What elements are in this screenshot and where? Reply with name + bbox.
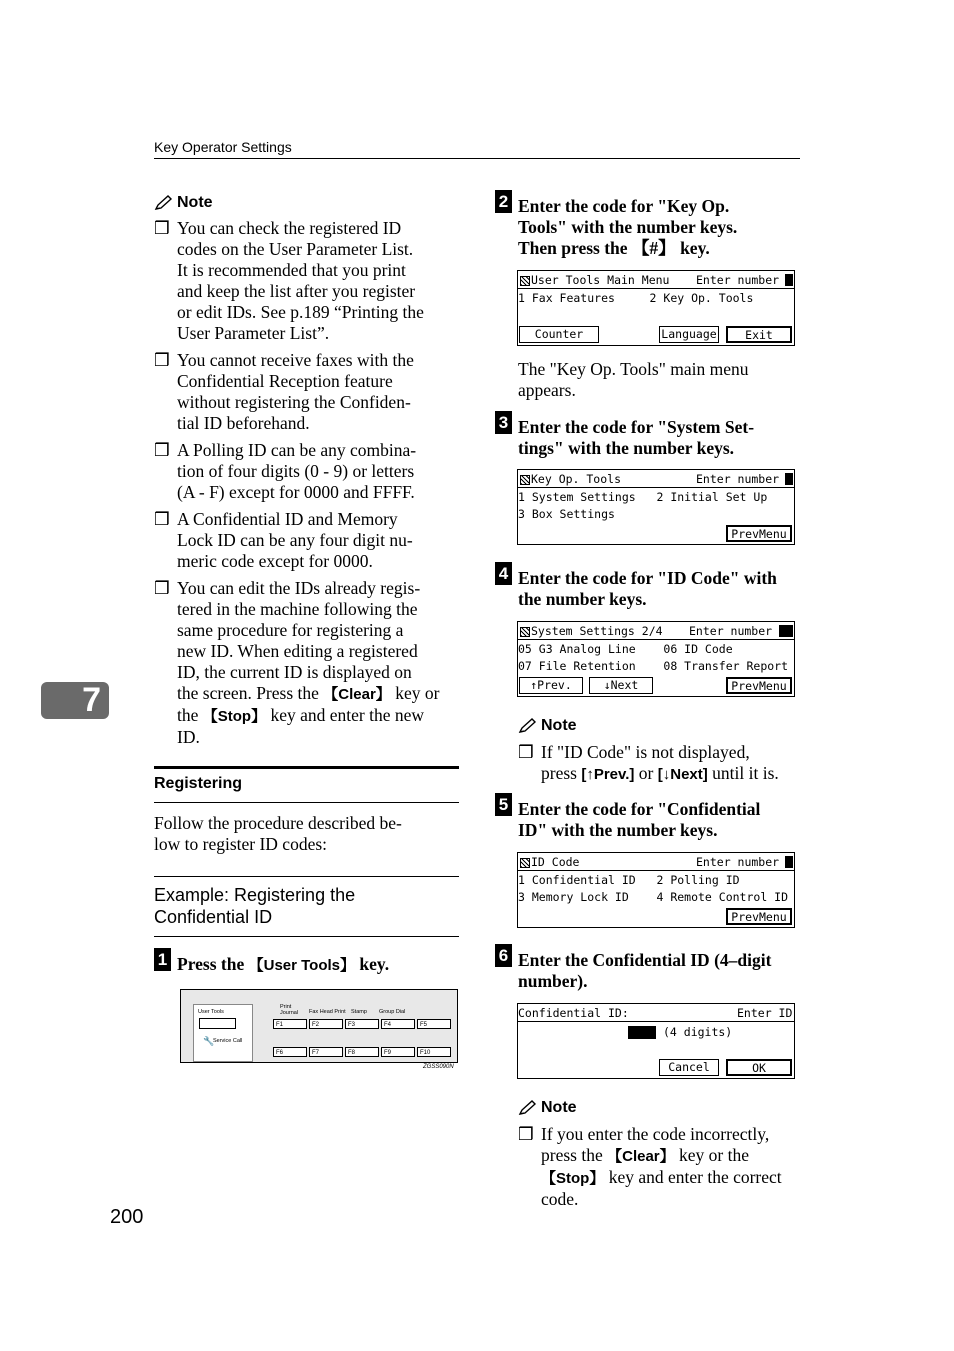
lcd-row: 3 Box Settings <box>518 507 615 521</box>
wrench-icon: 🔧 <box>203 1036 215 1046</box>
cursor-block <box>779 625 793 637</box>
text-line: meric code except for 0000. <box>177 551 373 571</box>
text-line: Confidential Reception feature <box>177 371 393 391</box>
chapter-tab: 7 <box>41 682 109 719</box>
lcd-row: 1 Confidential ID 2 Polling ID <box>518 873 740 887</box>
text-line: You cannot receive faxes with the <box>177 350 414 370</box>
text-line: without registering the Confiden- <box>177 392 411 412</box>
lcd-title: System Settings 2/4 <box>531 624 663 638</box>
lcd-row: 05 G3 Analog Line 06 ID Code <box>518 642 733 656</box>
lcd-status: Enter ID <box>737 1006 793 1020</box>
step-number-3: 3 <box>495 411 512 434</box>
section-title: Registering <box>154 775 243 792</box>
text-line: Confidential ID <box>154 907 273 927</box>
text-line: If "ID Code" is not displayed, <box>541 742 750 762</box>
f4-key[interactable]: F4 <box>381 1019 415 1029</box>
page-number: 200 <box>110 1206 144 1228</box>
lcd-hint: (4 digits) <box>663 1025 733 1039</box>
text-fragment: press <box>541 763 582 783</box>
example-rule-bottom <box>154 936 459 937</box>
text-line: Lock ID can be any four digit nu- <box>177 530 413 550</box>
text-line: or edit IDs. See p.189 “Printing the <box>177 302 424 322</box>
step-2-result <box>518 359 800 401</box>
note-heading <box>518 717 577 735</box>
id-entry-field[interactable] <box>628 1026 656 1039</box>
text-line: tial ID beforehand. <box>177 413 310 433</box>
lcd-status: Enter number <box>689 624 773 638</box>
text-line: ID. <box>177 727 200 747</box>
text-fragment: until it is. <box>707 763 779 783</box>
counter-button[interactable]: Counter <box>519 326 599 343</box>
lcd-id-code <box>517 852 795 928</box>
text-line <box>177 683 459 705</box>
lcd-divider <box>518 487 794 488</box>
lcd-row: 1 System Settings 2 Initial Set Up <box>518 490 768 504</box>
control-panel-illustration <box>180 989 458 1063</box>
text-line: The "Key Op. Tools" main menu <box>518 359 749 379</box>
step-3-text <box>518 417 800 459</box>
section-rule-top <box>154 766 459 769</box>
pencil-icon <box>154 195 174 211</box>
text-line: Follow the procedure described be- <box>154 813 402 833</box>
checkbox-glyph: ❒ <box>154 578 170 598</box>
step-number-6: 6 <box>495 944 512 967</box>
text-fragment: key and enter the correct <box>604 1167 782 1187</box>
lcd-key-op-tools <box>517 469 795 545</box>
step-4-text <box>518 568 800 610</box>
figure-code: ZGSS090N <box>423 1064 454 1070</box>
text-line: ID, the current ID is displayed on <box>177 662 412 682</box>
step-5-text <box>518 799 800 841</box>
step-6-text <box>518 950 800 992</box>
checkbox-glyph: ❒ <box>154 350 170 370</box>
lcd-title: Confidential ID: <box>518 1006 629 1020</box>
lcd-status: Enter number <box>696 472 780 486</box>
section-rule-bottom <box>154 802 459 803</box>
lcd-title: User Tools Main Menu <box>531 273 670 287</box>
text-fragment: Press the <box>177 954 249 974</box>
text-line: tion of four digits (0 - 9) or letters <box>177 461 415 481</box>
menu-icon <box>520 276 530 286</box>
text-line: codes on the User Parameter List. <box>177 239 414 259</box>
text-line: Enter the code for "Confidential <box>518 799 761 819</box>
exit-button[interactable]: Exit <box>726 326 792 343</box>
step-number-5: 5 <box>495 793 512 816</box>
text-line: A Confidential ID and Memory <box>177 509 398 529</box>
example-heading <box>154 884 355 928</box>
example-rule-top <box>154 876 459 877</box>
prevmenu-button[interactable]: PrevMenu <box>726 908 792 925</box>
text-fragment: the screen. Press the <box>177 683 324 703</box>
f10-key[interactable]: F10 <box>417 1047 451 1057</box>
step-number-4: 4 <box>495 562 512 585</box>
clear-key-ref: 【Clear】 <box>323 686 391 703</box>
print-journal-label: Print Journal <box>280 1004 299 1016</box>
text-line: code. <box>541 1189 579 1209</box>
checkbox-glyph: ❒ <box>518 1124 534 1144</box>
lcd-divider <box>518 1021 794 1022</box>
intro-paragraph <box>154 813 459 855</box>
header-rule <box>154 158 800 159</box>
ok-button[interactable]: OK <box>726 1059 792 1076</box>
checkbox-glyph: ❒ <box>154 218 170 238</box>
text-line: A Polling ID can be any combina- <box>177 440 417 460</box>
text-line: If you enter the code incorrectly, <box>541 1124 770 1144</box>
text-line: same procedure for registering a <box>177 620 404 640</box>
f6-key[interactable]: F6 <box>273 1047 307 1057</box>
next-button[interactable]: ↓Next <box>589 677 653 694</box>
running-header: Key Operator Settings <box>154 139 292 155</box>
note-label: Note <box>541 717 577 734</box>
lcd-divider <box>518 639 794 640</box>
text-line <box>541 1167 800 1189</box>
step-number-1: 1 <box>154 948 171 971</box>
stamp-label: Stamp <box>351 1009 367 1015</box>
group-dial-label: Group Dial <box>379 1009 406 1015</box>
stop-key-ref: 【Stop】 <box>202 708 267 725</box>
text-line: number). <box>518 971 588 991</box>
pencil-icon <box>518 718 538 734</box>
cancel-button[interactable]: Cancel <box>659 1059 719 1076</box>
text-line: the number keys. <box>518 589 647 609</box>
user-tools-key[interactable] <box>199 1018 236 1029</box>
lcd-confidential-id <box>517 1003 795 1079</box>
text-line: Enter the code for "ID Code" with <box>518 568 777 588</box>
user-tools-label: User Tools <box>198 1009 224 1015</box>
text-line: tered in the machine following the <box>177 599 418 619</box>
lcd-system-settings <box>517 621 795 697</box>
text-line <box>177 705 459 727</box>
prev-key-ref: [↑Prev.] <box>581 766 635 783</box>
text-line: Example: Registering the <box>154 885 356 905</box>
text-line: Enter the Confidential ID (4–digit <box>518 950 772 970</box>
checkbox-glyph: ❒ <box>518 742 534 762</box>
menu-icon <box>520 475 530 485</box>
lcd-divider <box>518 288 794 289</box>
hash-key-ref: 【#】 <box>631 238 676 258</box>
text-fragment: key or the <box>674 1145 749 1165</box>
lcd-status: Enter number <box>696 273 780 287</box>
text-fragment: Then press the <box>518 238 632 258</box>
text-line <box>541 1145 800 1167</box>
text-line: Tools" with the number keys. <box>518 217 738 237</box>
text-line: User Parameter List”. <box>177 323 330 343</box>
step-1-text <box>177 954 459 976</box>
lcd-divider <box>518 870 794 871</box>
fax-head-print-label: Fax Head Print <box>309 1009 346 1015</box>
lcd-title: Key Op. Tools <box>531 472 622 486</box>
cursor-block <box>785 274 793 286</box>
step-2-text <box>518 196 800 259</box>
f2-key[interactable]: F2 <box>309 1019 343 1029</box>
text-line: Enter the code for "Key Op. <box>518 196 730 216</box>
text-line: appears. <box>518 380 576 400</box>
prevmenu-button[interactable]: PrevMenu <box>726 525 792 542</box>
step-number-2: 2 <box>495 190 512 213</box>
prev-button[interactable]: ↑Prev. <box>519 677 583 694</box>
lcd-row: 3 Memory Lock ID 4 Remote Control ID <box>518 890 789 904</box>
text-line: low to register ID codes: <box>154 834 328 854</box>
f5-key[interactable]: F5 <box>417 1019 451 1029</box>
text-line: You can edit the IDs already regis- <box>177 578 421 598</box>
lcd-title: ID Code <box>531 855 580 869</box>
text-line: You can check the registered ID <box>177 218 402 238</box>
checkbox-glyph: ❒ <box>154 440 170 460</box>
f3-key[interactable]: F3 <box>345 1019 379 1029</box>
stop-key-ref: 【Stop】 <box>541 1170 605 1187</box>
cursor-block <box>785 856 793 868</box>
text-line: ID" with the number keys. <box>518 820 718 840</box>
f1-key[interactable]: F1 <box>273 1019 307 1029</box>
note-label: Note <box>541 1099 577 1116</box>
text-line: It is recommended that you print <box>177 260 406 280</box>
text-line <box>518 238 800 259</box>
user-tools-key-ref: 【User Tools】 <box>248 957 356 974</box>
cursor-block <box>785 473 793 485</box>
text-line: new ID. When editing a registered <box>177 641 418 661</box>
note-heading <box>518 1099 577 1117</box>
note-label: Note <box>177 194 213 211</box>
next-key-ref: [↓Next] <box>657 766 708 783</box>
text-line: Enter the code for "System Set- <box>518 417 755 437</box>
lcd-user-tools-main-menu <box>517 270 795 346</box>
f7-key[interactable]: F7 <box>309 1047 343 1057</box>
menu-icon <box>520 627 530 637</box>
language-button[interactable]: Language <box>659 326 719 343</box>
pencil-icon <box>518 1100 538 1116</box>
text-line: (A - F) except for 0000 and FFFF. <box>177 482 415 502</box>
text-line <box>541 763 800 785</box>
prevmenu-button[interactable]: PrevMenu <box>726 677 792 694</box>
note-heading <box>154 194 213 212</box>
text-fragment: key or <box>390 683 440 703</box>
text-fragment: key. <box>675 238 710 258</box>
menu-icon <box>520 858 530 868</box>
clear-key-ref: 【Clear】 <box>607 1148 675 1165</box>
text-fragment: key. <box>355 954 390 974</box>
text-fragment: key and enter the new <box>266 705 425 725</box>
text-line: and keep the list after you register <box>177 281 416 301</box>
lcd-row: 1 Fax Features 2 Key Op. Tools <box>518 291 754 305</box>
f9-key[interactable]: F9 <box>381 1047 415 1057</box>
text-fragment: press the <box>541 1145 608 1165</box>
f8-key[interactable]: F8 <box>345 1047 379 1057</box>
text-fragment: or <box>634 763 658 783</box>
text-line: tings" with the number keys. <box>518 438 735 458</box>
lcd-status: Enter number <box>696 855 780 869</box>
text-fragment: the <box>177 705 203 725</box>
checkbox-glyph: ❒ <box>154 509 170 529</box>
lcd-row: 07 File Retention 08 Transfer Report <box>518 659 789 673</box>
service-call-label: Service Call <box>213 1038 243 1044</box>
